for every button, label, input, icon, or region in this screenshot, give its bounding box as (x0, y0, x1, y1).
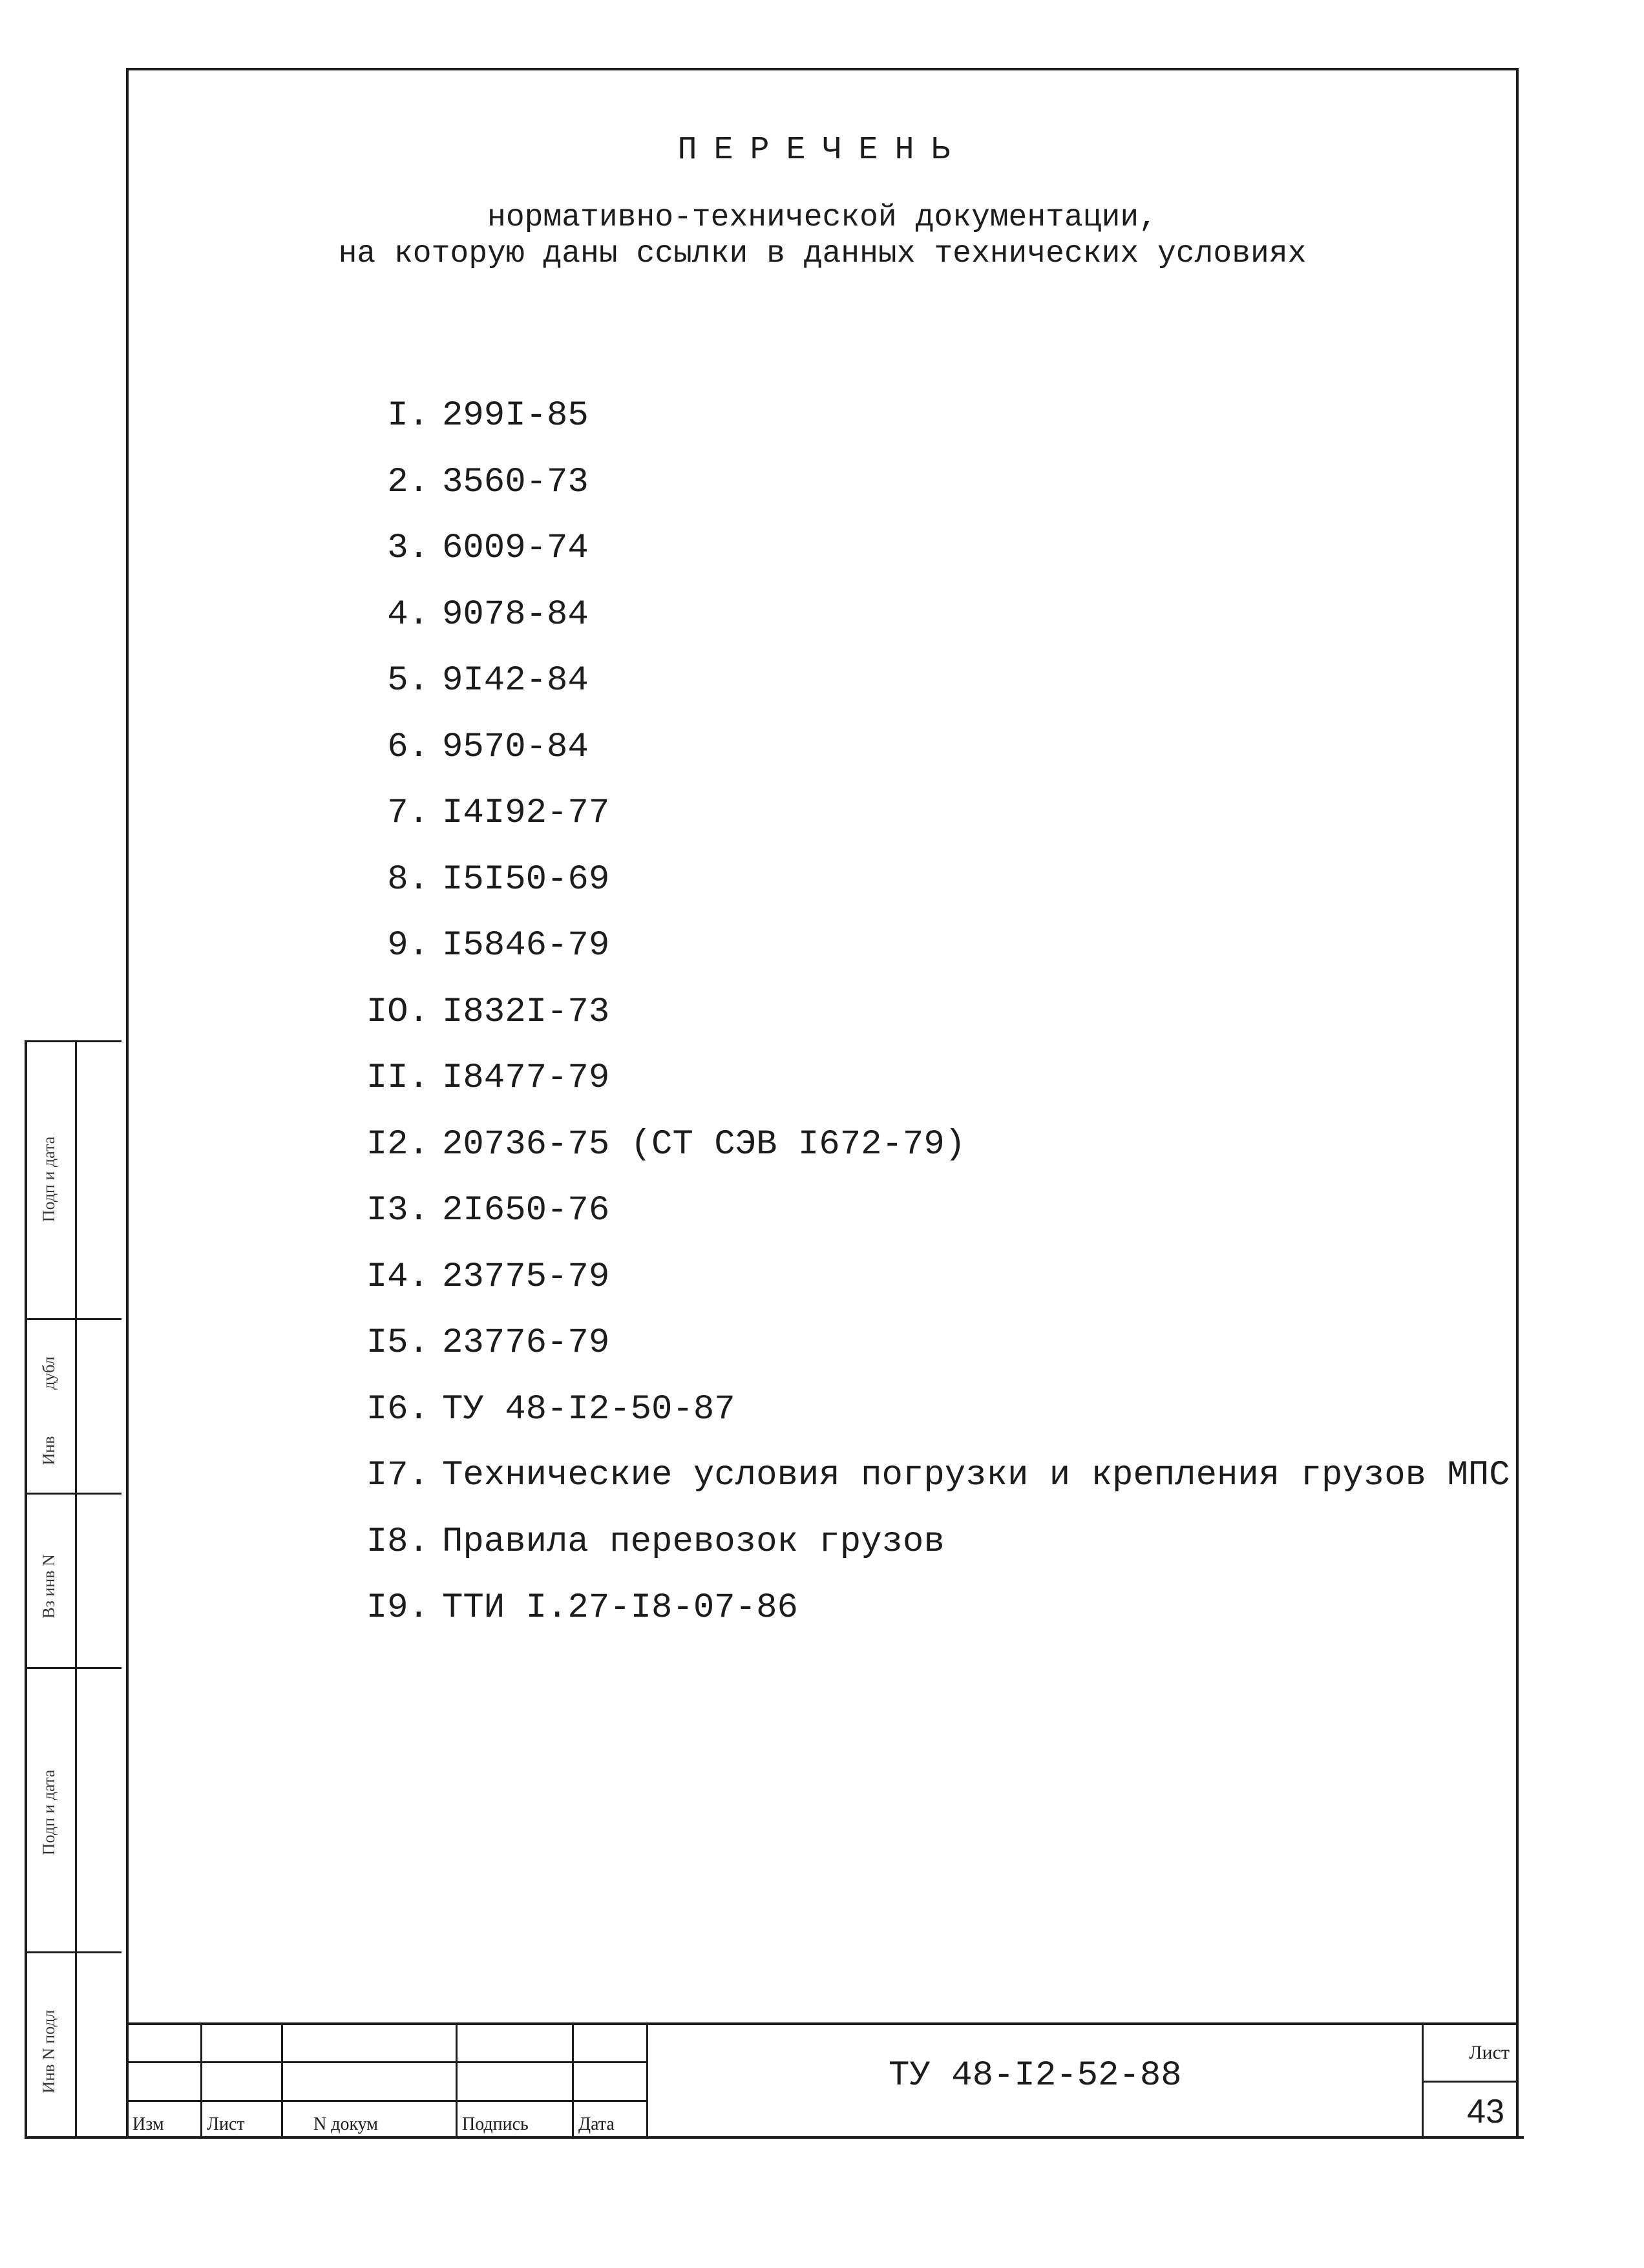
reference-text: 2I650-76 (442, 1191, 610, 1230)
reference-text: I4I92-77 (442, 793, 610, 833)
page-subtitle-line2: на которую даны ссылки в данных технических условиях (338, 236, 1307, 271)
side-margin-strip (25, 1040, 121, 2139)
reference-number: 8. (387, 859, 429, 899)
reference-text: I832I-73 (442, 992, 610, 1032)
page-frame (126, 68, 1519, 2139)
page-title: ПЕРЕЧЕНЬ (677, 132, 967, 169)
reference-item (129, 1576, 1516, 1641)
reference-number: II. (366, 1058, 429, 1098)
reference-item (129, 450, 1516, 515)
side-label-sign-date: Подп и дата (39, 1136, 58, 1223)
reference-number: I8. (366, 1522, 429, 1562)
reference-text: ТТИ I.27-I8-07-86 (442, 1588, 798, 1628)
reference-number: I5. (366, 1323, 429, 1363)
reference-number: 5. (387, 661, 429, 700)
reference-item (129, 1046, 1516, 1111)
reference-item (129, 1378, 1516, 1442)
reference-item (129, 516, 1516, 581)
col-docnum-label: N докум (313, 2114, 379, 2134)
reference-item (129, 1179, 1516, 1243)
reference-number: I6. (366, 1389, 429, 1429)
reference-text: 9I42-84 (442, 661, 589, 700)
reference-item (129, 848, 1516, 912)
reference-number: 7. (387, 793, 429, 833)
reference-item (129, 1245, 1516, 1310)
sheet-label: Лист (1469, 2042, 1510, 2063)
reference-number: I. (387, 396, 429, 436)
reference-number: IO. (366, 992, 429, 1032)
reference-text: I8477-79 (442, 1058, 610, 1098)
reference-number: I7. (366, 1456, 429, 1495)
reference-list (129, 70, 1516, 2139)
reference-number: 3. (387, 529, 429, 568)
side-label-inv: Инв (39, 1436, 58, 1465)
document-code: ТУ 48-I2-52-88 (889, 2056, 1182, 2095)
reference-number: I4. (366, 1257, 429, 1297)
reference-text: 20736-75 (СТ СЭВ I672-79) (442, 1124, 966, 1164)
reference-text: 6009-74 (442, 529, 589, 568)
col-sign-label: Подпись (462, 2114, 529, 2134)
reference-item (129, 1311, 1516, 1376)
reference-text: Правила перевозок грузов (442, 1522, 945, 1562)
reference-number: I2. (366, 1124, 429, 1164)
reference-item (129, 980, 1516, 1045)
col-date-label: Дата (578, 2114, 615, 2134)
reference-number: 9. (387, 926, 429, 965)
reference-item (129, 781, 1516, 846)
reference-number: I9. (366, 1588, 429, 1628)
reference-text: 299I-85 (442, 396, 589, 436)
reference-text: I5846-79 (442, 926, 610, 965)
col-izm-label: Изм (132, 2114, 164, 2134)
side-label-vz-inv: Вз инв N (39, 1554, 58, 1619)
reference-number: 4. (387, 594, 429, 635)
col-list-label: Лист (207, 2114, 245, 2134)
reference-item (129, 1444, 1516, 1508)
side-label-inv-podl: Инв N подл (39, 2010, 58, 2094)
reference-text: I5I50-69 (442, 859, 610, 899)
reference-text: 23776-79 (442, 1323, 610, 1363)
reference-item (129, 583, 1516, 647)
page-bottom-line (25, 2136, 1524, 2139)
reference-item (129, 384, 1516, 448)
sheet-number: 43 (1467, 2093, 1504, 2130)
title-block (126, 2022, 1519, 2139)
side-label-sign-date-2: Подп и дата (39, 1769, 58, 1856)
reference-text: 23775-79 (442, 1257, 610, 1297)
reference-item (129, 1113, 1516, 1177)
reference-text: ТУ 48-I2-50-87 (442, 1389, 735, 1429)
reference-number: 6. (387, 727, 429, 767)
reference-number: I3. (366, 1191, 429, 1230)
reference-item (129, 914, 1516, 978)
reference-text: 9078-84 (442, 594, 589, 635)
reference-number: 2. (387, 462, 429, 502)
page-subtitle-line1: нормативно-технической документации, (487, 200, 1157, 235)
reference-item (129, 715, 1516, 780)
reference-text: 3560-73 (442, 462, 589, 502)
reference-item (129, 1510, 1516, 1575)
reference-text: 9570-84 (442, 727, 589, 767)
reference-text: Технические условия погрузки и крепления грузов МПС (442, 1456, 1510, 1495)
side-label-dubl: дубл (39, 1356, 58, 1390)
reference-item (129, 649, 1516, 713)
